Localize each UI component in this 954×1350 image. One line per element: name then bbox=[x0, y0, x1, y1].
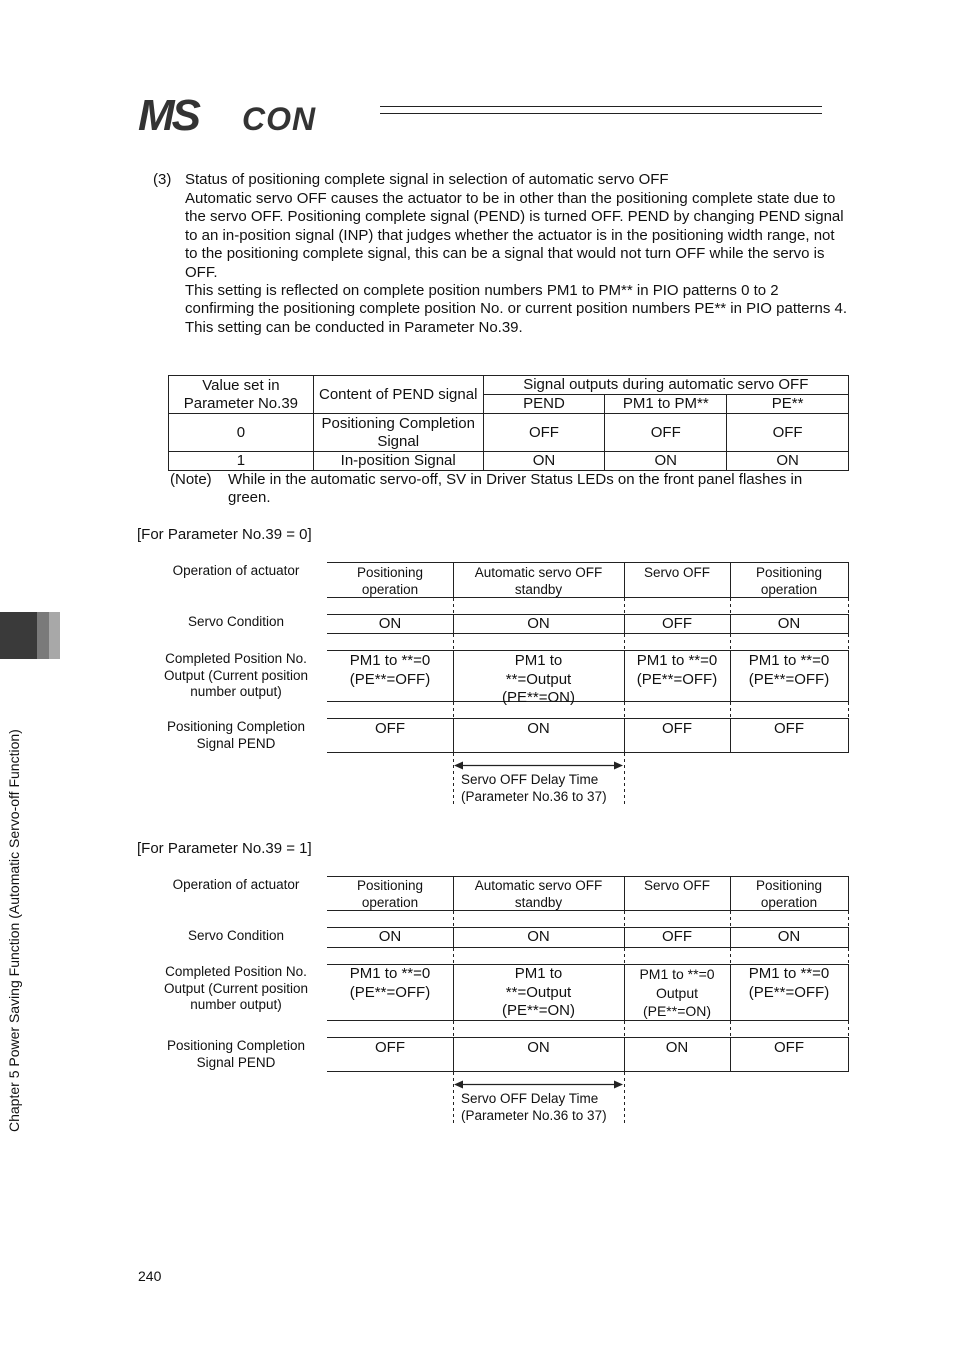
servo-cell: ON bbox=[777, 928, 801, 945]
table-cell: OFF bbox=[605, 414, 727, 452]
table-header: PE** bbox=[727, 395, 849, 414]
section-title: Status of positioning complete signal in selection of automatic servo OFF bbox=[185, 171, 669, 188]
phase-cell: Positioning operation bbox=[755, 878, 823, 910]
row-label-servo: Servo Condition bbox=[187, 614, 285, 629]
row-label-pend: Positioning Completion Signal PEND bbox=[166, 719, 306, 751]
pend-cell: ON bbox=[665, 1039, 689, 1056]
phase-cell: Positioning operation bbox=[356, 565, 424, 597]
delay-arrow-2 bbox=[454, 1081, 623, 1089]
phase-cell: Automatic servo OFF standby bbox=[474, 878, 603, 910]
delay-label-line2: (Parameter No.36 to 37) bbox=[461, 789, 607, 804]
table-cell: OFF bbox=[483, 414, 605, 452]
servo-cell: ON bbox=[378, 615, 402, 632]
table-header: Content of PEND signal bbox=[313, 376, 483, 414]
chapter-side-label: Chapter 5 Power Saving Function (Automatic Servo-off Function) bbox=[6, 729, 22, 1132]
completed-cell: PM1 to **=0 Output (PE**=ON) bbox=[639, 966, 715, 1019]
completed-cell: PM1 to **=0 (PE**=OFF) bbox=[748, 965, 830, 1001]
table-cell: In-position Signal bbox=[313, 452, 483, 471]
servo-cell: ON bbox=[527, 615, 550, 632]
case-title: [For Parameter No.39 = 0] bbox=[137, 526, 312, 543]
completed-cell: PM1 to **=Output (PE**=ON) bbox=[502, 965, 575, 1019]
paragraph: This setting is reflected on complete position numbers PM1 to PM** in PIO patterns 0 to 2 confirming the positioning complete position No. or current position numbers PE** in PIO patterns 4. bbox=[185, 282, 848, 318]
pend-cell: OFF bbox=[774, 1039, 804, 1056]
servo-cell: ON bbox=[777, 615, 801, 632]
table-header: Value set in Parameter No.39 bbox=[169, 376, 314, 414]
completed-cell: PM1 to **=0 (PE**=OFF) bbox=[636, 652, 718, 688]
row-label-operation: Operation of actuator bbox=[172, 877, 300, 892]
delay-label-line1: Servo OFF Delay Time bbox=[461, 772, 599, 787]
paragraph: Automatic servo OFF causes the actuator to be in other than the positioning complete state due to the servo OFF. Positioning complete signal (PEND) is turned OFF. PEND by changing PEND signal to an in-position signal (INP) that judges whether the actuator is in the positioning width range, not to the positioning complete signal, this can be a signal that would not turn OFF while the servo is OFF. bbox=[185, 190, 844, 281]
table-header: Signal outputs during automatic servo OFF bbox=[483, 376, 848, 395]
section-number: (3) bbox=[153, 171, 172, 188]
delay-arrow-1 bbox=[454, 762, 623, 770]
pend-cell: OFF bbox=[662, 720, 692, 737]
row-label-operation: Operation of actuator bbox=[172, 563, 300, 578]
table-cell: OFF bbox=[727, 414, 849, 452]
table-cell: ON bbox=[727, 452, 849, 471]
delay-label bbox=[461, 771, 607, 805]
row-label-completed: Completed Position No. Output (Current position number output) bbox=[163, 651, 309, 699]
case-title: [For Parameter No.39 = 1] bbox=[137, 840, 312, 857]
note-label: (Note) bbox=[170, 471, 212, 488]
note-text: While in the automatic servo-off, SV in Driver Status LEDs on the front panel flashes in green. bbox=[228, 471, 803, 507]
table-cell: 0 bbox=[169, 414, 314, 452]
pend-cell: OFF bbox=[375, 720, 405, 737]
table-header: PM1 to PM** bbox=[605, 395, 727, 414]
svg-text:MS: MS bbox=[138, 92, 198, 138]
phase-cell: Automatic servo OFF standby bbox=[474, 565, 603, 597]
delay-label-line1: Servo OFF Delay Time bbox=[461, 1091, 599, 1106]
table-cell: Positioning Completion Signal bbox=[313, 414, 483, 452]
table-cell: 1 bbox=[169, 452, 314, 471]
servo-cell: OFF bbox=[662, 928, 692, 945]
chapter-tab-stripe bbox=[37, 612, 49, 659]
servo-cell: ON bbox=[527, 928, 550, 945]
table-cell: ON bbox=[483, 452, 605, 471]
completed-cell: PM1 to **=0 (PE**=OFF) bbox=[349, 965, 431, 1001]
row-label-pend: Positioning Completion Signal PEND bbox=[166, 1038, 306, 1070]
phase-cell: Servo OFF bbox=[643, 565, 710, 580]
paragraph: This setting can be conducted in Parameter No.39. bbox=[185, 318, 523, 336]
chapter-tab-stripe bbox=[49, 612, 60, 659]
servo-cell: ON bbox=[378, 928, 402, 945]
phase-cell: Servo OFF bbox=[643, 878, 710, 893]
pend-cell: ON bbox=[527, 720, 550, 737]
completed-cell: PM1 to **=Output (PE**=ON) bbox=[502, 652, 575, 706]
delay-label-line2: (Parameter No.36 to 37) bbox=[461, 1108, 607, 1123]
phase-cell: Positioning operation bbox=[755, 565, 823, 597]
svg-text:CON: CON bbox=[242, 101, 317, 137]
table-cell: ON bbox=[605, 452, 727, 471]
completed-cell: PM1 to **=0 (PE**=OFF) bbox=[748, 652, 830, 688]
phase-cell: Positioning operation bbox=[356, 878, 424, 910]
row-label-completed: Completed Position No. Output (Current position number output) bbox=[163, 964, 309, 1012]
pend-cell: OFF bbox=[774, 720, 804, 737]
page-number: 240 bbox=[138, 1268, 162, 1284]
table-header: PEND bbox=[483, 395, 605, 414]
row-label-servo: Servo Condition bbox=[187, 928, 285, 943]
delay-label bbox=[461, 1090, 607, 1124]
pend-cell: ON bbox=[527, 1039, 550, 1056]
servo-cell: OFF bbox=[662, 615, 692, 632]
completed-cell: PM1 to **=0 (PE**=OFF) bbox=[349, 652, 431, 688]
pend-cell: OFF bbox=[375, 1039, 405, 1056]
